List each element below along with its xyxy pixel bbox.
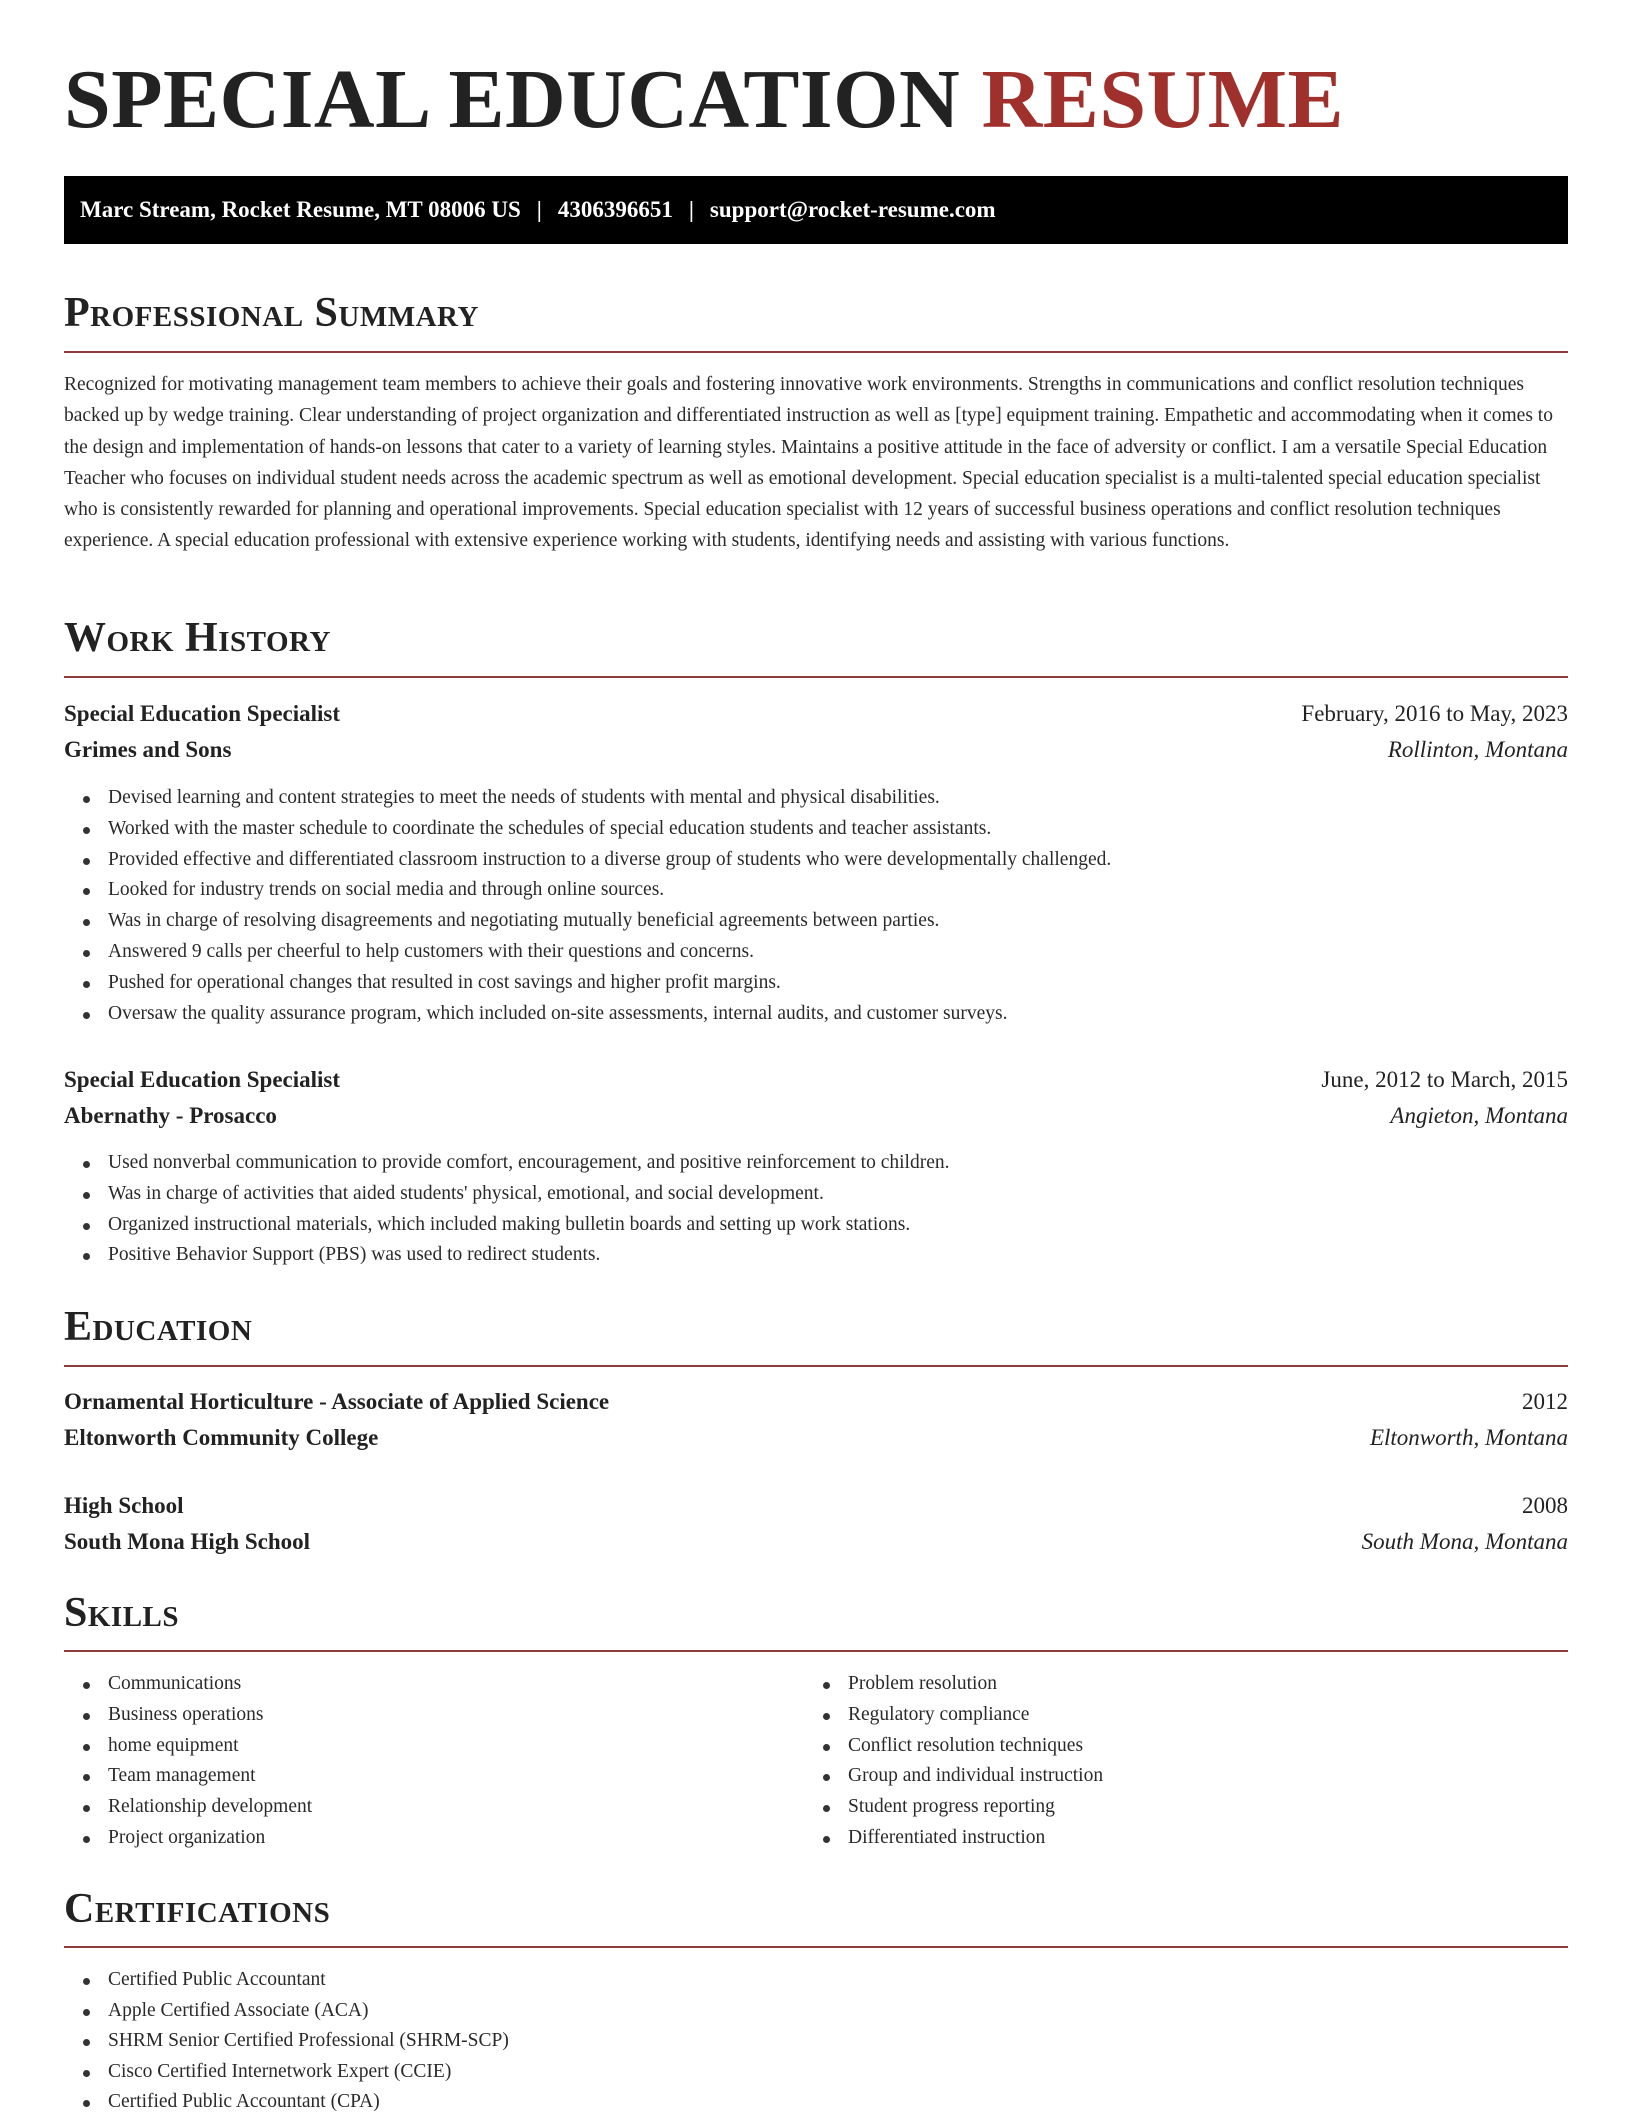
job-company: Abernathy - Prosacco [64,1103,277,1128]
job-bullets [64,1148,1568,1271]
certification-item: SHRM Senior Certified Professional (SHRM-SCP) [64,2026,1568,2057]
job-title-row [64,1065,1568,1095]
contact-bar [64,176,1568,244]
skill-item: Problem resolution [804,1669,1504,1700]
job-company: Grimes and Sons [64,737,232,762]
job-dates: February, 2016 to May, 2023 [1301,701,1568,726]
job-company-row [64,1101,1568,1131]
certifications-divider [64,1946,1568,1948]
education-school: South Mona High School [64,1529,311,1554]
certifications-list [64,1965,1568,2112]
list-item: Provided effective and differentiated classroom instruction to a diverse group of students who were developmentally challenged. [64,845,1568,876]
education-school-row [64,1423,1568,1453]
list-item: Pushed for operational changes that resulted in cost savings and higher profit margins. [64,968,1568,999]
education-divider [64,1365,1568,1367]
education-degree: Ornamental Horticulture - Associate of Applied Science [64,1389,610,1414]
job-company-row [64,735,1568,765]
skill-item: Conflict resolution techniques [804,1731,1504,1762]
education-degree-row [64,1491,1568,1521]
skill-item: Regulatory compliance [804,1700,1504,1731]
summary-divider [64,351,1568,353]
certification-item: Certified Public Accountant [64,1965,1568,1996]
certification-item: Apple Certified Associate (ACA) [64,1996,1568,2027]
certification-item: Certified Public Accountant (CPA) [64,2087,1568,2112]
skills-heading: Skills [64,1590,180,1636]
title-accent: RESUME [981,53,1345,146]
skill-item: home equipment [64,1731,764,1762]
skill-item: Differentiated instruction [804,1823,1504,1854]
list-item: Oversaw the quality assurance program, which included on-site assessments, internal audits, and customer surveys. [64,999,1568,1030]
list-item: Worked with the master schedule to coordinate the schedules of special education students and teacher assistants. [64,814,1568,845]
certification-item: Cisco Certified Internetwork Expert (CCIE) [64,2057,1568,2088]
job-title-row [64,699,1568,729]
contact-email[interactable]: support@rocket-resume.com [709,197,996,222]
education-year: 2008 [1522,1493,1568,1518]
job-location: Rollinton, Montana [1387,737,1568,762]
job-bullets [64,783,1568,1029]
summary-heading: Professional Summary [64,290,479,336]
summary-text: Recognized for motivating management team members to achieve their goals and fostering innovative work environments. Strengths in communications and conflict resolution techniques backed up by wedge training. Clear understanding of project organization and differentiated instruction as well as [type] equipment training. Empathetic and accommodating when it comes to the design and implementation of hands-on lessons that cater to a variety of learning styles. Maintains a positive attitude in the face of adversity or conflict. I am a versatile Special Education Teacher who focuses on individual student needs across the academic spectrum as well as emotional development. Special education specialist is a multi-talented special education specialist who is consistently rewarded for planning and operational improvements. Special education specialist with 12 years of successful business operations and conflict resolution techniques experience. A special education professional with extensive experience working with students, identifying needs and assisting with various functions. [64,374,1553,552]
skill-item: Project organization [64,1823,764,1854]
list-item: Used nonverbal communication to provide comfort, encouragement, and positive reinforcement to children. [64,1148,1568,1179]
skill-item: Group and individual instruction [804,1761,1504,1792]
skill-item: Relationship development [64,1792,764,1823]
list-item: Looked for industry trends on social media and through online sources. [64,875,1568,906]
list-item: Positive Behavior Support (PBS) was used to redirect students. [64,1240,1568,1271]
education-year: 2012 [1522,1389,1568,1414]
skills-list-right [804,1669,1504,1854]
education-degree-row [64,1387,1568,1417]
education-school: Eltonworth Community College [64,1425,379,1450]
list-item: Answered 9 calls per cheerful to help customers with their questions and concerns. [64,937,1568,968]
education-location: Eltonworth, Montana [1369,1425,1568,1450]
contact-phone[interactable]: 4306396651 [557,197,673,222]
list-item: Was in charge of activities that aided students' physical, emotional, and social development. [64,1179,1568,1210]
job-title: Special Education Specialist [64,701,341,726]
contact-separator: | [536,197,542,222]
contact-address: Marc Stream, Rocket Resume, MT 08006 US [80,197,521,222]
contact-separator: | [688,197,694,222]
education-degree: High School [64,1493,184,1518]
work-divider [64,676,1568,678]
job-dates: June, 2012 to March, 2015 [1321,1067,1568,1092]
skill-item: Communications [64,1669,764,1700]
education-heading: Education [64,1304,253,1350]
certifications-heading: Certifications [64,1886,331,1932]
work-heading: Work History [64,615,331,661]
list-item: Organized instructional materials, which included making bulletin boards and setting up work stations. [64,1210,1568,1241]
list-item: Was in charge of resolving disagreements and negotiating mutually beneficial agreements between parties. [64,906,1568,937]
education-school-row [64,1527,1568,1557]
title-main: SPECIAL EDUCATION [64,53,961,146]
job-title: Special Education Specialist [64,1067,341,1092]
resume-title [64,53,1345,146]
skills-divider [64,1650,1568,1652]
job-location: Angieton, Montana [1390,1103,1568,1128]
skill-item: Team management [64,1761,764,1792]
skill-item: Business operations [64,1700,764,1731]
list-item: Devised learning and content strategies to meet the needs of students with mental and physical disabilities. [64,783,1568,814]
skills-list-left [64,1669,764,1854]
education-location: South Mona, Montana [1361,1529,1568,1554]
skill-item: Student progress reporting [804,1792,1504,1823]
